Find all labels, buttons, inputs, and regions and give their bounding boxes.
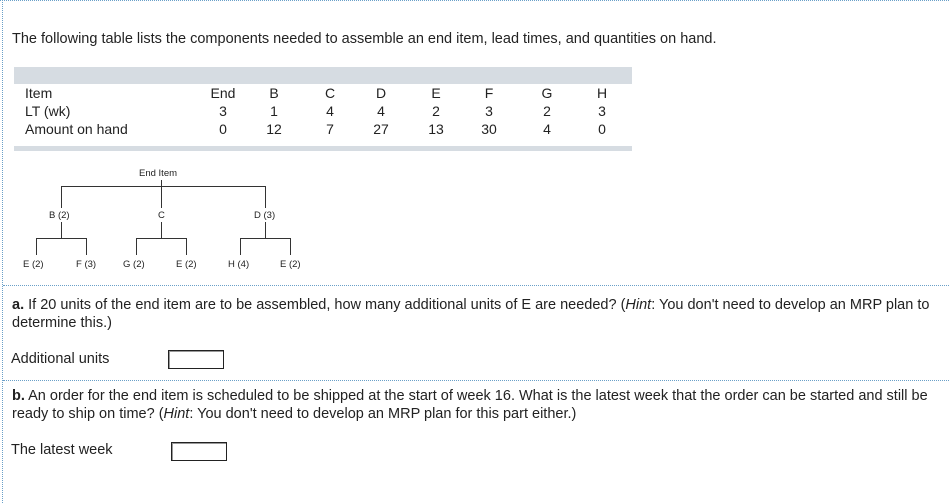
table-cell-on-hand-2: 7 [326,121,334,137]
table-cell-item-6: G [541,85,553,101]
table-header-bar [14,67,632,84]
question-b-text: b. An order for the end item is scheduled to be shipped at the start of week 16. What is the latest week that the order can be started and still be ready to ship on time? (Hint: You don't need to develop an MRP plan for this part either.) [12,388,928,422]
table-footer-bar [14,146,632,151]
table-cell-item-2: C [324,85,336,101]
row-label-lt: LT (wk) [25,103,71,119]
table-cell-lt-1: 1 [270,103,278,119]
table-cell-on-hand-7: 0 [598,121,606,137]
row-label-on-hand: Amount on hand [25,121,128,137]
tree-node-e-under-c: E (2) [176,259,197,270]
tree-node-b: B (2) [49,210,70,221]
table-cell-lt-3: 4 [377,103,385,119]
table-cell-lt-4: 2 [432,103,440,119]
table-cell-on-hand-3: 27 [373,121,389,137]
table-cell-item-3: D [375,85,387,101]
question-b-hint: Hint [163,406,190,422]
row-label-item: Item [25,85,53,101]
table-cell-on-hand-1: 12 [266,121,282,137]
tree-node-e-under-d: E (2) [280,259,301,270]
table-cell-item-4: E [431,85,441,101]
table-cell-item-0: End [210,85,236,101]
tree-node-f-under-b: F (3) [76,259,97,270]
additional-units-input[interactable] [168,350,224,369]
table-cell-lt-6: 2 [543,103,551,119]
tree-root-end-item: End Item [139,168,178,179]
additional-units-label: Additional units [11,351,110,367]
table-cell-item-7: H [596,85,608,101]
tree-node-e-under-b: E (2) [23,259,44,270]
latest-week-input[interactable] [171,442,227,461]
table-cell-lt-0: 3 [219,103,227,119]
components-table [14,67,632,151]
question-a-text: a. If 20 units of the end item are to be assembled, how many additional units of E are needed? (Hint: You don't need to develop an MRP plan to determine this.) [12,297,930,331]
question-b-label: b. [12,388,25,404]
table-cell-on-hand-4: 13 [428,121,444,137]
tree-node-c: C [158,210,165,221]
table-cell-on-hand-0: 0 [219,121,227,137]
table-cell-item-1: B [269,85,279,101]
tree-node-h-under-d: H (4) [228,259,250,270]
table-cell-on-hand-5: 30 [481,121,497,137]
question-a-label: a. [12,297,25,313]
table-cell-lt-5: 3 [485,103,493,119]
section-divider-a [3,285,949,286]
tree-node-d: D (3) [254,210,276,221]
table-cell-lt-7: 3 [598,103,606,119]
section-divider-b [3,380,949,381]
frame-top-border [0,0,949,1]
latest-week-label: The latest week [11,442,113,458]
table-cell-item-5: F [484,85,494,101]
tree-node-g-under-c: G (2) [123,259,145,270]
table-cell-on-hand-6: 4 [543,121,551,137]
product-structure-tree [0,160,330,280]
question-a-hint: Hint [625,297,652,313]
table-cell-lt-2: 4 [326,103,334,119]
intro-text: The following table lists the components needed to assemble an end item, lead times, and quantities on hand. [12,31,717,47]
